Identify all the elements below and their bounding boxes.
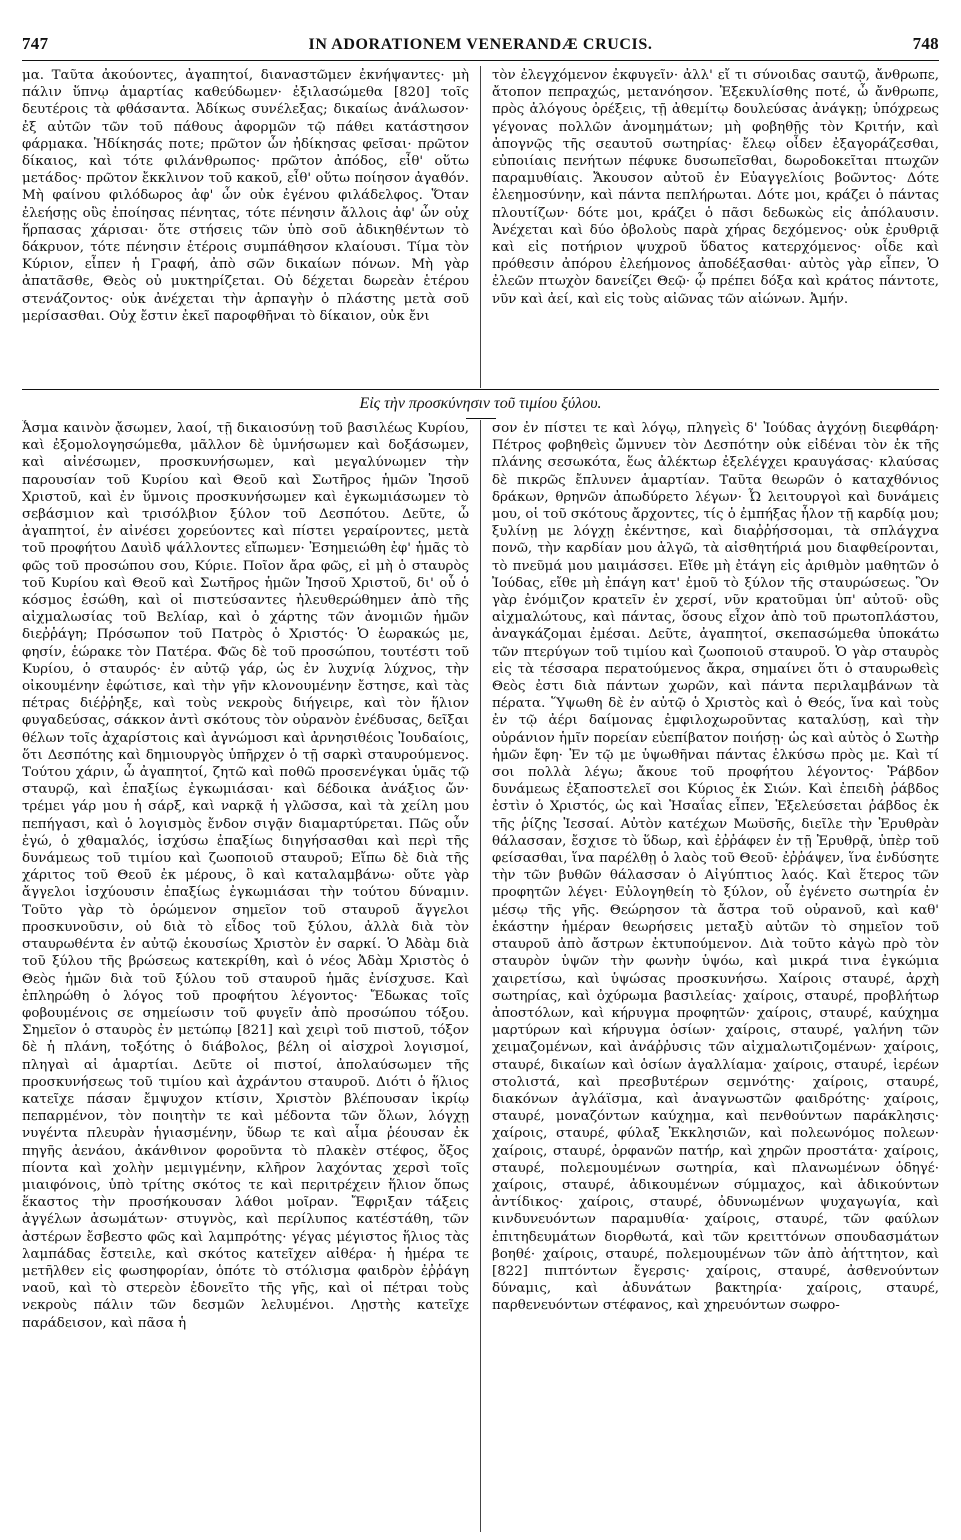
running-title: IN ADORATIONEM VENERANDÆ CRUCIS. (308, 36, 653, 53)
section-title: Εἰς τὴν προσκύνησιν τοῦ τιμίου ξύλου. (359, 395, 602, 412)
header-rule (22, 60, 939, 61)
running-head (22, 34, 939, 58)
upper-left-paragraph: μα. Ταῦτα ἀκούοντες, ἀγαπητοί, διαναστῶμεν ἐκνήψαντες· μὴ πάλιν ὕπνῳ ἁμαρτίας καθεύδωμεν· ἐξιλασώμεθα [820] τοῖς δευτέροις τὰ φθάσαντα. Ἀδίκως συνέλεξας; δικαίως ἀνάλωσον· ἐξ αὐτῶν τῶν τοῦ πάθους ἀφορμῶν τῷ πάθει κατάστησον φάρμακα. Ἠδίκησάς ποτε; πρῶτον ὧν ἠδίκησας φεῖσαι· πρῶτον δίκαιος, καὶ τότε φιλάνθρωπος· πρῶτον ἀπόδος, εἶθ' οὕτω μετάδος· πρῶτον ἔκκλινον τοῦ κακοῦ, εἶθ' οὕτω ποίησον ἀγαθόν. Μὴ φαίνου φιλόδωρος ἀφ' ὧν οὐκ ἐγένου φιλάδελφος. Ὅταν ἐλεήσῃς οὓς ἐποίησας πένητας, τότε πένησιν ἄλλοις ἀφ' ὧν οὐχ ἥρπασας χάρισαι· ὅτε στήσεις τῶν ὑπὸ σοῦ ἀδικηθέντων τὸ δάκρυον, τότε πένησιν ἑτέροις συμπάθησον κλαίουσι. Τίμα τὸν Κύριον, εἶπεν ἡ Γραφή, ἀπὸ σῶν δικαίων πόνων. Μὴ γὰρ ἀπατᾶσθε, Θεὸς οὐ μυκτηρίζεται. Οὐ δέχεται δωρεὰν ἑτέρου στενάζοντος· οὐκ ἀνέχεται τὴν ἁρπαγὴν ὁ πλάστης μετὰ σοῦ μερίσασθαι. Οὐχ ἔστιν ἐκεῖ παροφθῆναι τὸ δίκαιον, οὐκ ἔνι (22, 68, 469, 324)
page-number-right: 748 (912, 34, 939, 53)
lower-column-divider (480, 420, 481, 1532)
upper-right-column (492, 67, 939, 385)
lower-left-paragraph: Ἆσμα καινὸν ᾄσωμεν, λαοί, τῇ δικαιοσύνῃ τοῦ βασιλέως Κυρίου, καὶ ἐξομολογησώμεθα, μᾶλλον δὲ ὑμνήσωμεν καὶ δοξάσωμεν, καὶ αἰνέσωμεν, προσκυνήσωμεν, καὶ μεγαλύνωμεν τὴν παρουσίαν τοῦ Κυρίου καὶ Θεοῦ καὶ Σωτῆρος ἡμῶν Ἰησοῦ Χριστοῦ, καὶ ἐν ὕμνοις προσκυνήσωμεν καὶ ἐγκωμιάσωμεν τὸ σεβάσμιον καὶ τρισόλβιον ξύλον τοῦ Δεσπότου. Δεῦτε, ὦ ἀγαπητοί, ἐν αἰνέσει χορεύοντες καὶ πίστει γεραίροντες, μετὰ τοῦ προφήτου Δαυὶδ ψάλλοντες εἴπωμεν· Ἐσημειώθη ἐφ' ἡμᾶς τὸ φῶς τοῦ προσώπου σου, Κύριε. Ποῖον ἄρα φῶς, εἰ μὴ ὁ σταυρὸς τοῦ Κυρίου καὶ Θεοῦ καὶ Σωτῆρος ἡμῶν Ἰησοῦ Χριστοῦ, δι' οὗ ὁ κόσμος ἐσώθη, καὶ οἱ πιστεύσαντες ἠλευθερώθημεν ἀπὸ τῆς αἰχμαλωσίας τοῦ Βελίαρ, καὶ ὁ χάρτης τῶν ἀνομιῶν ἡμῶν διεῤῥάγη; Πρόσωπον τοῦ Πατρὸς ὁ Χριστός· Ὁ ἑωρακώς με, φησίν, ἑώρακε τὸν Πατέρα. Φῶς δὲ τοῦ προσώπου, τουτέστι τοῦ Κυρίου, ὁ σταυρός· ἐν αὐτῷ γάρ, ὡς ἐν λυχνίᾳ λύχνος, τὴν οἰκουμένην ἐφώτισε, καὶ τὴν γῆν κλονουμένην ἔστησε, καὶ τὰς πέτρας διέῤῥηξε, καὶ τοὺς νεκροὺς διήγειρε, καὶ τὸν ἥλιον φυγαδεύσας, σάκκον ἀντὶ σκότους τὸν οὐρανὸν ἐνέδυσας, δεῖξαι θέλων τοῖς ἀχαρίστοις καὶ ἀγνώμοσι καὶ ἀρνησιθέοις Ἰουδαίοις, ὅτι Δεσπότης καὶ δημιουργὸς ὑπῆρχεν ὁ τῇ σαρκὶ σταυρούμενος. Τούτου χάριν, ὦ ἀγαπητοί, ζητῶ καὶ ποθῶ προσενέγκαι ὑμᾶς τῷ σταυρῷ, καὶ ἐπαξίως ἐγκωμιάσαι· καὶ δέδοικα ἀνάξιος ὤν· τρέμει γάρ μου ἡ σάρξ, καὶ ναρκᾷ ἡ γλῶσσα, καὶ τὰ χείλη μου πεπήγασι, καὶ ὁ λογισμὸς ἔνδον σιγᾷν διαμαρτύρεται. Πῶς οὖν ἐγώ, ὁ χθαμαλός, ἰσχύσω ἐπαξίως διηγήσασθαι καὶ περὶ τῆς δυνάμεως τοῦ τιμίου καὶ ζωοποιοῦ σταυροῦ; Εἴπω δὲ διὰ τῆς χάριτος τοῦ Θεοῦ ἐκ μέρους, ὃ καὶ καταλαμβάνω· οὔτε γὰρ ἄγγελοι ἰσχύουσιν ἐπαξίως ἐγκωμιάσαι τὴν τούτου δύναμιν. Τοῦτο γὰρ τὸ ὁρώμενον σημεῖον τοῦ σταυροῦ ἄγγελοι προσκυνοῦσιν, οὐ διὰ τὸ εἶδος τοῦ ξύλου, ἀλλὰ διὰ τὸν σταυρωθέντα ἐν αὐτῷ ἑκουσίως Χριστὸν ἐν σαρκί. Ὁ Ἀδὰμ διὰ τοῦ ξύλου τῆς βρώσεως κατεκρίθη, καὶ ὁ νέος Ἀδὰμ Χριστὸς ὁ Θεὸς ἡμῶν διὰ τοῦ ξύλου τοῦ σταυροῦ ἡμᾶς ἐνίσχυσε. Καὶ ἐπληρώθη ὁ λόγος τοῦ προφήτου λέγοντος· Ἔδωκας τοῖς φοβουμένοις σε σημείωσιν τοῦ φυγεῖν ἀπὸ προσώπου τόξου. Σημεῖον ὁ σταυρὸς ἐν μετώπῳ [821] καὶ χειρὶ τοῦ πιστοῦ, τόξον δὲ ἡ πλάνη, τοξότης ὁ διάβολος, βέλη οἱ αἰσχροὶ λογισμοί, πληγαὶ αἱ ἁμαρτίαι. Δεῦτε οἱ πιστοί, ἀπολαύσωμεν τῆς προσκυνήσεως τοῦ τιμίου καὶ ἀχράντου σταυροῦ. Διότι ὁ ἥλιος κατεῖχε πάσαν ἔμψυχον κτίσιν, Χριστὸν βλέπουσαν ἰκρίῳ πεπαρμένον, τὸν ποιητὴν τε καὶ μέδοντα τῶν ὅλων, λόγχῃ νυγέντα πλευρὰν ἡγιασμένην, ὕδωρ τε καὶ αἷμα ῥέουσαν ἐκ πηγῆς ἀενάου, ἀκάνθινον φοροῦντα τὸ πλακὲν στέφος, ὄξος πίοντα καὶ χολὴν μεμιγμένην, κλῆρον λαχόντας χερσὶ τοῖς μιαιφόνοις, ὑπὸ τρίτης σκότος τε καὶ περιτρέχειν ἥλιον ὅπως ἕκαστος τὴν προσήκουσαν λάθοι μοῖραν. Ἔφριξαν τάξεις ἀγγέλων ἀσωμάτων· στυγνὸς, καὶ περίλυπος κατέστάθη, τῶν ἀστέρων ἔσβεστο φῶς καὶ λαμπρότης· γέγας μέγιστος ἥλιος τὰς λαμπάδας ἔστειλε, καὶ σκότος κατεῖχεν αἰθέρα· ἡ ἡμέρα τε μετῆλθεν εἰς φωσηφορίαν, ὁπότε τὸ στόλισμα φαιδρὸν ἐῤῥάγη ναοῦ, καὶ τὸ στερεὸν ἐδονεῖτο τῆς γῆς, καὶ οἱ πέτραι τοὺς νεκροὺς πάλιν τῶν δεσμῶν λελυμένοι. Λῃστὴς κατεῖχε παράδεισον, καὶ πᾶσα ἡ (22, 421, 469, 1331)
upper-right-paragraph: τὸν ἐλεγχόμενον ἐκφυγεῖν· ἀλλ' εἴ τι σύνοιδας σαυτῷ, ἄνθρωπε, ἄτοπον πεπραχώς, μετανόησον. Ἐξεκυλίσθης ποτέ, ὦ ἄνθρωπε, πρὸς ἀλόγους ὀρέξεις, τῇ ἀθεμίτῳ δουλεύσας ἀνάγκῃ; ὑπόχρεως γέγονας πολλῶν ἀνομημάτων; μὴ φοβηθῇς τὸν Κριτήν, καὶ ἀπογνῷς τῆς σεαυτοῦ σωτηρίας· ἔλεῳ οἶδεν ἐξαγοράζεσθαι, εὐποιίαις πενήτων πέφυκε δυσωπεῖσθαι, δωροδοκεῖται πτωχῶν παραμυθίαις. Ἄκουσον αὐτοῦ ἐν Εὐαγγελίοις βοῶντος· Δότε ἐλεημοσύνην, καὶ πάντα πεπλήρωται. Δότε μοι, κράζει ὁ πάντας πλουτίζων· δότε μοι, κράζει ὁ πᾶσι δεδωκὼς εἰς ἀπόλαυσιν. Ἀνέχεται καὶ δύο ὀβολοὺς παρὰ χήρας δεχόμενος· οὐκ ἐρυθριᾷ καὶ εἰς ποτήριον ψυχροῦ ὕδατος κατερχόμενος· οἶδε καὶ πρόθεσιν ἀπόρου ἐλεήμονος ἀποδέξασθαι· αὐτὸς γὰρ εἶπεν, Ὁ ἐλεῶν πτωχὸν δανείζει Θεῷ· ᾧ πρέπει δόξα καὶ κράτος πάντοτε, νῦν καὶ ἀεί, καὶ εἰς τοὺς αἰῶνας τῶν αἰώνων. Ἀμήν. (492, 68, 939, 307)
lower-right-column (492, 420, 939, 1532)
upper-column-divider (480, 66, 481, 388)
page-number-left: 747 (22, 34, 49, 53)
title-underline (466, 418, 496, 419)
upper-left-column (22, 67, 469, 385)
section-rule (22, 389, 939, 390)
lower-left-column (22, 420, 469, 1532)
lower-right-paragraph: σον ἐν πίστει τε καὶ λόγῳ, πληγεὶς δ' Ἰούδας ἀγχόνῃ διεφθάρη· Πέτρος φοβηθεὶς ὤμνυεν τὸν Δεσπότην οὐκ εἰδέναι τὸν ἐκ τῆς πλάνης σεσωκότα, ἕως ἀλέκτωρ ἐξελέγχει κραυγάσας· κλαύσας δὲ πικρῶς ἔπλυνεν ἁμαρτίαν. Ταῦτα θεωρῶν ὁ καταχθόνιος δράκων, θρηνῶν ἀπωδύρετο λέγων· Ὦ λειτουργοὶ καὶ δυνάμεις μου, οἱ τοῦ σκότους ἄρχοντες, τίς ὁ ἐμπήξας ἧλον τῇ καρδίᾳ μου; ξυλίνῃ με λόγχῃ ἐκέντησε, καὶ διαῤῥήσσομαι, τὰ σπλάγχνα πονῶ, τὴν καρδίαν μου ἀλγῶ, τὰ αἰσθητήριά μου διαφθείρονται, τὸ πνεῦμά μου μαιμάσσει. Εἴθε μὴ ἐτάγη εἰς ἀριθμὸν μαθητῶν ὁ Ἰούδας, εἴθε μὴ ἐπάγη κατ' ἐμοῦ τὸ ξύλον τῆς σταυρώσεως. Ὃν γὰρ ἐνόμιζον κρατεῖν ἐν χερσί, νῦν κρατοῦμαι ὑπ' αὐτοῦ· οὓς αἰχμαλώτους, καὶ πάντας, ὅσους εἶχον ἀπὸ τοῦ πρωτοπλάστου, ἀναγκάζομαι ἐμέσαι. Δεῦτε, ἀγαπητοί, σκεπασώμεθα ὑποκάτω τῶν πτερύγων τοῦ τιμίου καὶ ζωοποιοῦ σταυροῦ. Ὁ γὰρ σταυρὸς εἰς τὰ τέσσαρα περατούμενος ἄκρα, σημαίνει ὅτι ὁ σταυρωθεὶς Θεὸς ἐστι διὰ πάντων χωρῶν, καὶ πάντα περιλαμβάνων τὰ πέρατα. Ὕψωθη δὲ ἐν αὐτῷ ὁ Χριστὸς καὶ ὁ Θεός, ἵνα καὶ τοὺς ἐν τῷ ἀέρι δαίμονας ἐμφιλοχωροῦντας καταλύσῃ, καὶ τὴν οὐράνιον ἡμῖν πορείαν εὐεπίβατον ποιήσῃ· ὡς καὶ αὐτὸς ὁ Σωτὴρ ἡμῶν ἔφη· Ἐν τῷ με ὑψωθῆναι πάντας ἑλκύσω πρὸς με. Καὶ τί σοι πολλὰ λέγω; ἄκουε τοῦ προφήτου λέγοντος· Ῥάβδον δυνάμεως ἐξαποστελεῖ σοι Κύριος ἐκ Σιών. Καὶ ἐπειδὴ ῥάβδος ἐστὶν ὁ Χριστός, ὡς καὶ Ἡσαΐας εἶπεν, Ἐξελεύσεται ῥάβδος ἐκ τῆς ῥίζης Ἰεσσαί. Αὐτὸν κατέχων Μωϋσῆς, διεῖλε τὴν Ἐρυθρὰν θάλασσαν, ἔσχισε τὸ ὕδωρ, καὶ ἐῤῥάφεν ἐν τῇ Ἐρυθρᾷ, ὑπὲρ τοῦ φείσασθαι, ἵνα παρέλθῃ ὁ λαὸς τοῦ Θεοῦ· ἐῤῥάψεν, ἵνα ἐνδύσητε τὴν τῶν βυθῶν θάλασσαν ὁ Αἰγύπτιος λαός. Καὶ ἕτερος τῶν προφητῶν λέγει· Εὐλογηθείη τὸ ξύλον, οὗ ἐγένετο σωτηρία ἐν μέσῳ τῆς γῆς. Θεώρησον τὰ ἄστρα τοῦ οὐρανοῦ, καὶ καθ' ἑκάστην ἡμέραν θεωρήσεις μεταξὺ αὐτῶν τὸ σημεῖον τοῦ σταυροῦ ἀπὸ ἄστρων ἐκτυπούμενον. Διὰ τοῦτο κἀγὼ πρὸ τὸν σταυρὸν ὑψῶν τὴν φωνὴν ὑψόω, καὶ μικρά τινα ἐγκώμια χαιρετίσω, καὶ ὑψώσας προσκυνήσω. Χαίροις σταυρέ, ἀρχὴ σωτηρίας, καὶ ὀχύρωμα βασιλείας· χαίροις, σταυρέ, προβλήτωρ ἀποστόλων, καὶ κήρυγμα προφητῶν· χαίροις, σταυρέ, καύχημα μαρτύρων καὶ κήρυγμα ὁσίων· χαίροις, σταυρέ, γαλήνη τῶν χειμαζομένων, καὶ ἀνάῤῥυσις τῶν αἰχμαλωτιζομένων· χαίροις, σταυρέ, δικαίων καὶ ὁσίων ἀγαλλίαμα· χαίροις, σταυρέ, ἱερέων στολιστά, καὶ πρεσβυτέρων σεμνότης· χαίροις, σταυρέ, διακόνων ἀγλάϊσμα, καὶ ἀναγνωστῶν φαιδρότης· χαίροις, σταυρέ, μοναζόντων καύχημα, καὶ πενθούντων παράκλησις· χαίροις, σταυρέ, φύλαξ Ἐκκλησιῶν, καὶ πολεωνόμος πολεων· χαίροις, σταυρέ, ὀρφανῶν πατήρ, καὶ χηρῶν προστάτα· χαίροις, σταυρέ, πολεμουμένων σωτηρία, καὶ πλανωμένων ὁδηγέ· χαίροις, σταυρέ, ἀδικουμένων σύμμαχος, καὶ ἀδικούντων ἀντίδικος· χαίροις, σταυρέ, ὀδυνωμένων ψυχαγωγία, καὶ κινδυνευόντων παραμυθία· χαίροις, σταυρέ, τῶν φαύλων ἐπιτηδευμάτων διορθωτά, καὶ τῶν κρειττόνων σπουδασμάτων βοηθέ· χαίροις, σταυρέ, πολεμουμένων τῶν ἀπὸ ἀήττητον, καὶ [822] πιπτόντων ἔγερσις· χαίροις, σταυρέ, ἀσθενούντων δύναμις, καὶ ἀδυνάτων βακτηρία· χαίροις, σταυρέ, παρθενευόντων στέφανος, καὶ χηρευόντων σωφρο- (492, 421, 939, 1314)
